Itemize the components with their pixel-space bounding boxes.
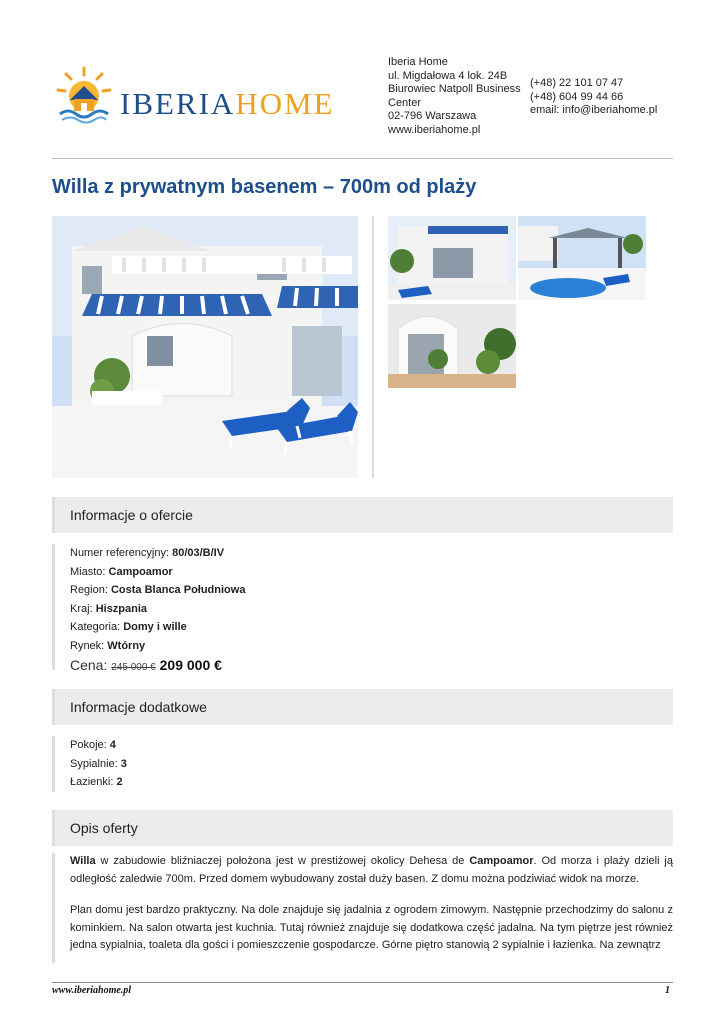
info-label: Pokoje: [70,739,110,751]
phone-number[interactable]: (+48) 604 99 44 66 [530,90,624,103]
description-paragraph: Plan domu jest bardzo praktyczny. Na dole znajduje się jadalnia z ogrodem zimowym. Następnie przechodzimy do salonu z kominkiem. Na salon otwarta jest kuchnia. Tutaj również znajduje się dodatkowa część jadalna. Na tym piętrze jest również jedna sypialnia, toaleta dla gości i pomieszczenie gospodarcze. Górne piętro stanowią 2 sypialnie i łazienka. Na zewnątrz [70,904,673,951]
additional-info-list [52,736,673,792]
section-title: Informacje o ofercie [70,507,193,523]
info-row-reference [70,544,673,563]
description-bold: Campoamor [469,855,534,867]
section-title: Opis oferty [70,820,138,836]
info-value: Campoamor [108,565,173,578]
email-link[interactable]: email: info@iberiahome.pl [530,104,658,116]
info-row-region [70,581,673,600]
description-text: . Od morza i plaży dzieli ją odległość zaledwie 700m. Przed domem wybudowany został duży basen. Z domu można podziwiać widok na morze. [70,855,673,885]
page-number: 1 [665,985,670,996]
info-value: Costa Blanca Południowa [110,584,246,597]
info-value: 80/03/B/IV [172,547,225,559]
offer-description [52,853,673,963]
info-label: Kategoria: [70,621,124,634]
info-row-bathrooms [70,773,673,792]
logo-word-iberia: IBERIA [120,86,236,121]
header-divider [52,158,673,159]
section-offer-info [52,497,673,533]
info-label: Łazienki: [70,776,117,789]
section-description [52,810,673,846]
current-price: 209 000 € [159,656,222,673]
info-row-bedrooms [70,755,673,774]
section-additional-info [52,689,673,725]
old-price: 245 000 € [111,661,156,673]
address-line: 02-796 Warszawa [388,110,477,122]
info-row-market [70,637,673,656]
phone-number[interactable]: (+48) 22 101 07 47 [530,77,624,89]
info-row-category [70,618,673,637]
company-logo [52,64,352,124]
footer-website[interactable]: www.iberiahome.pl [52,985,132,996]
info-label: Numer referencyjny: [70,547,173,559]
info-row-rooms [70,736,673,755]
footer-divider [52,982,673,983]
offer-info-list [52,544,673,673]
info-label: Kraj: [70,602,96,615]
gallery-thumbnail[interactable] [388,216,516,300]
info-label: Miasto: [70,565,109,578]
description-text: w zabudowie bliźniaczej położona jest w prestiżowej okolicy Dehesa de [95,855,470,867]
price-label: Cena: [70,656,112,673]
company-address [388,56,528,137]
page-header [52,56,672,156]
info-value: Wtórny [107,639,146,652]
main-property-photo[interactable] [52,216,358,478]
description-paragraph [70,853,673,888]
info-value: 4 [109,739,116,751]
info-label: Sypialnie: [70,757,121,770]
logo-word-home: HOME [235,86,335,121]
logo-wordmark [120,86,335,122]
info-row-country [70,600,673,619]
company-contact [530,77,657,118]
info-label: Region: [70,584,111,597]
gallery-thumbnail[interactable] [518,216,646,300]
website-link[interactable]: www.iberiahome.pl [388,123,481,136]
info-value: 2 [116,776,123,789]
address-line: Biurowiec Natpoll Business [388,83,521,95]
address-line: Center [388,96,422,109]
info-row-city [70,563,673,582]
gallery-divider [372,216,374,478]
address-line: Iberia Home [388,56,448,68]
section-title: Informacje dodatkowe [70,699,207,715]
info-label: Rynek: [70,639,108,652]
info-value: 3 [120,757,127,770]
gallery-thumbnail[interactable] [388,304,516,388]
sun-house-icon [52,64,116,126]
page-title: Willa z prywatnym basenem – 700m od plaży [52,176,477,198]
description-bold: Willa [70,855,96,867]
address-line: ul. Migdałowa 4 lok. 24B [388,69,508,82]
price-row [70,656,673,677]
info-value: Domy i wille [123,621,187,634]
info-value: Hiszpania [95,602,148,615]
